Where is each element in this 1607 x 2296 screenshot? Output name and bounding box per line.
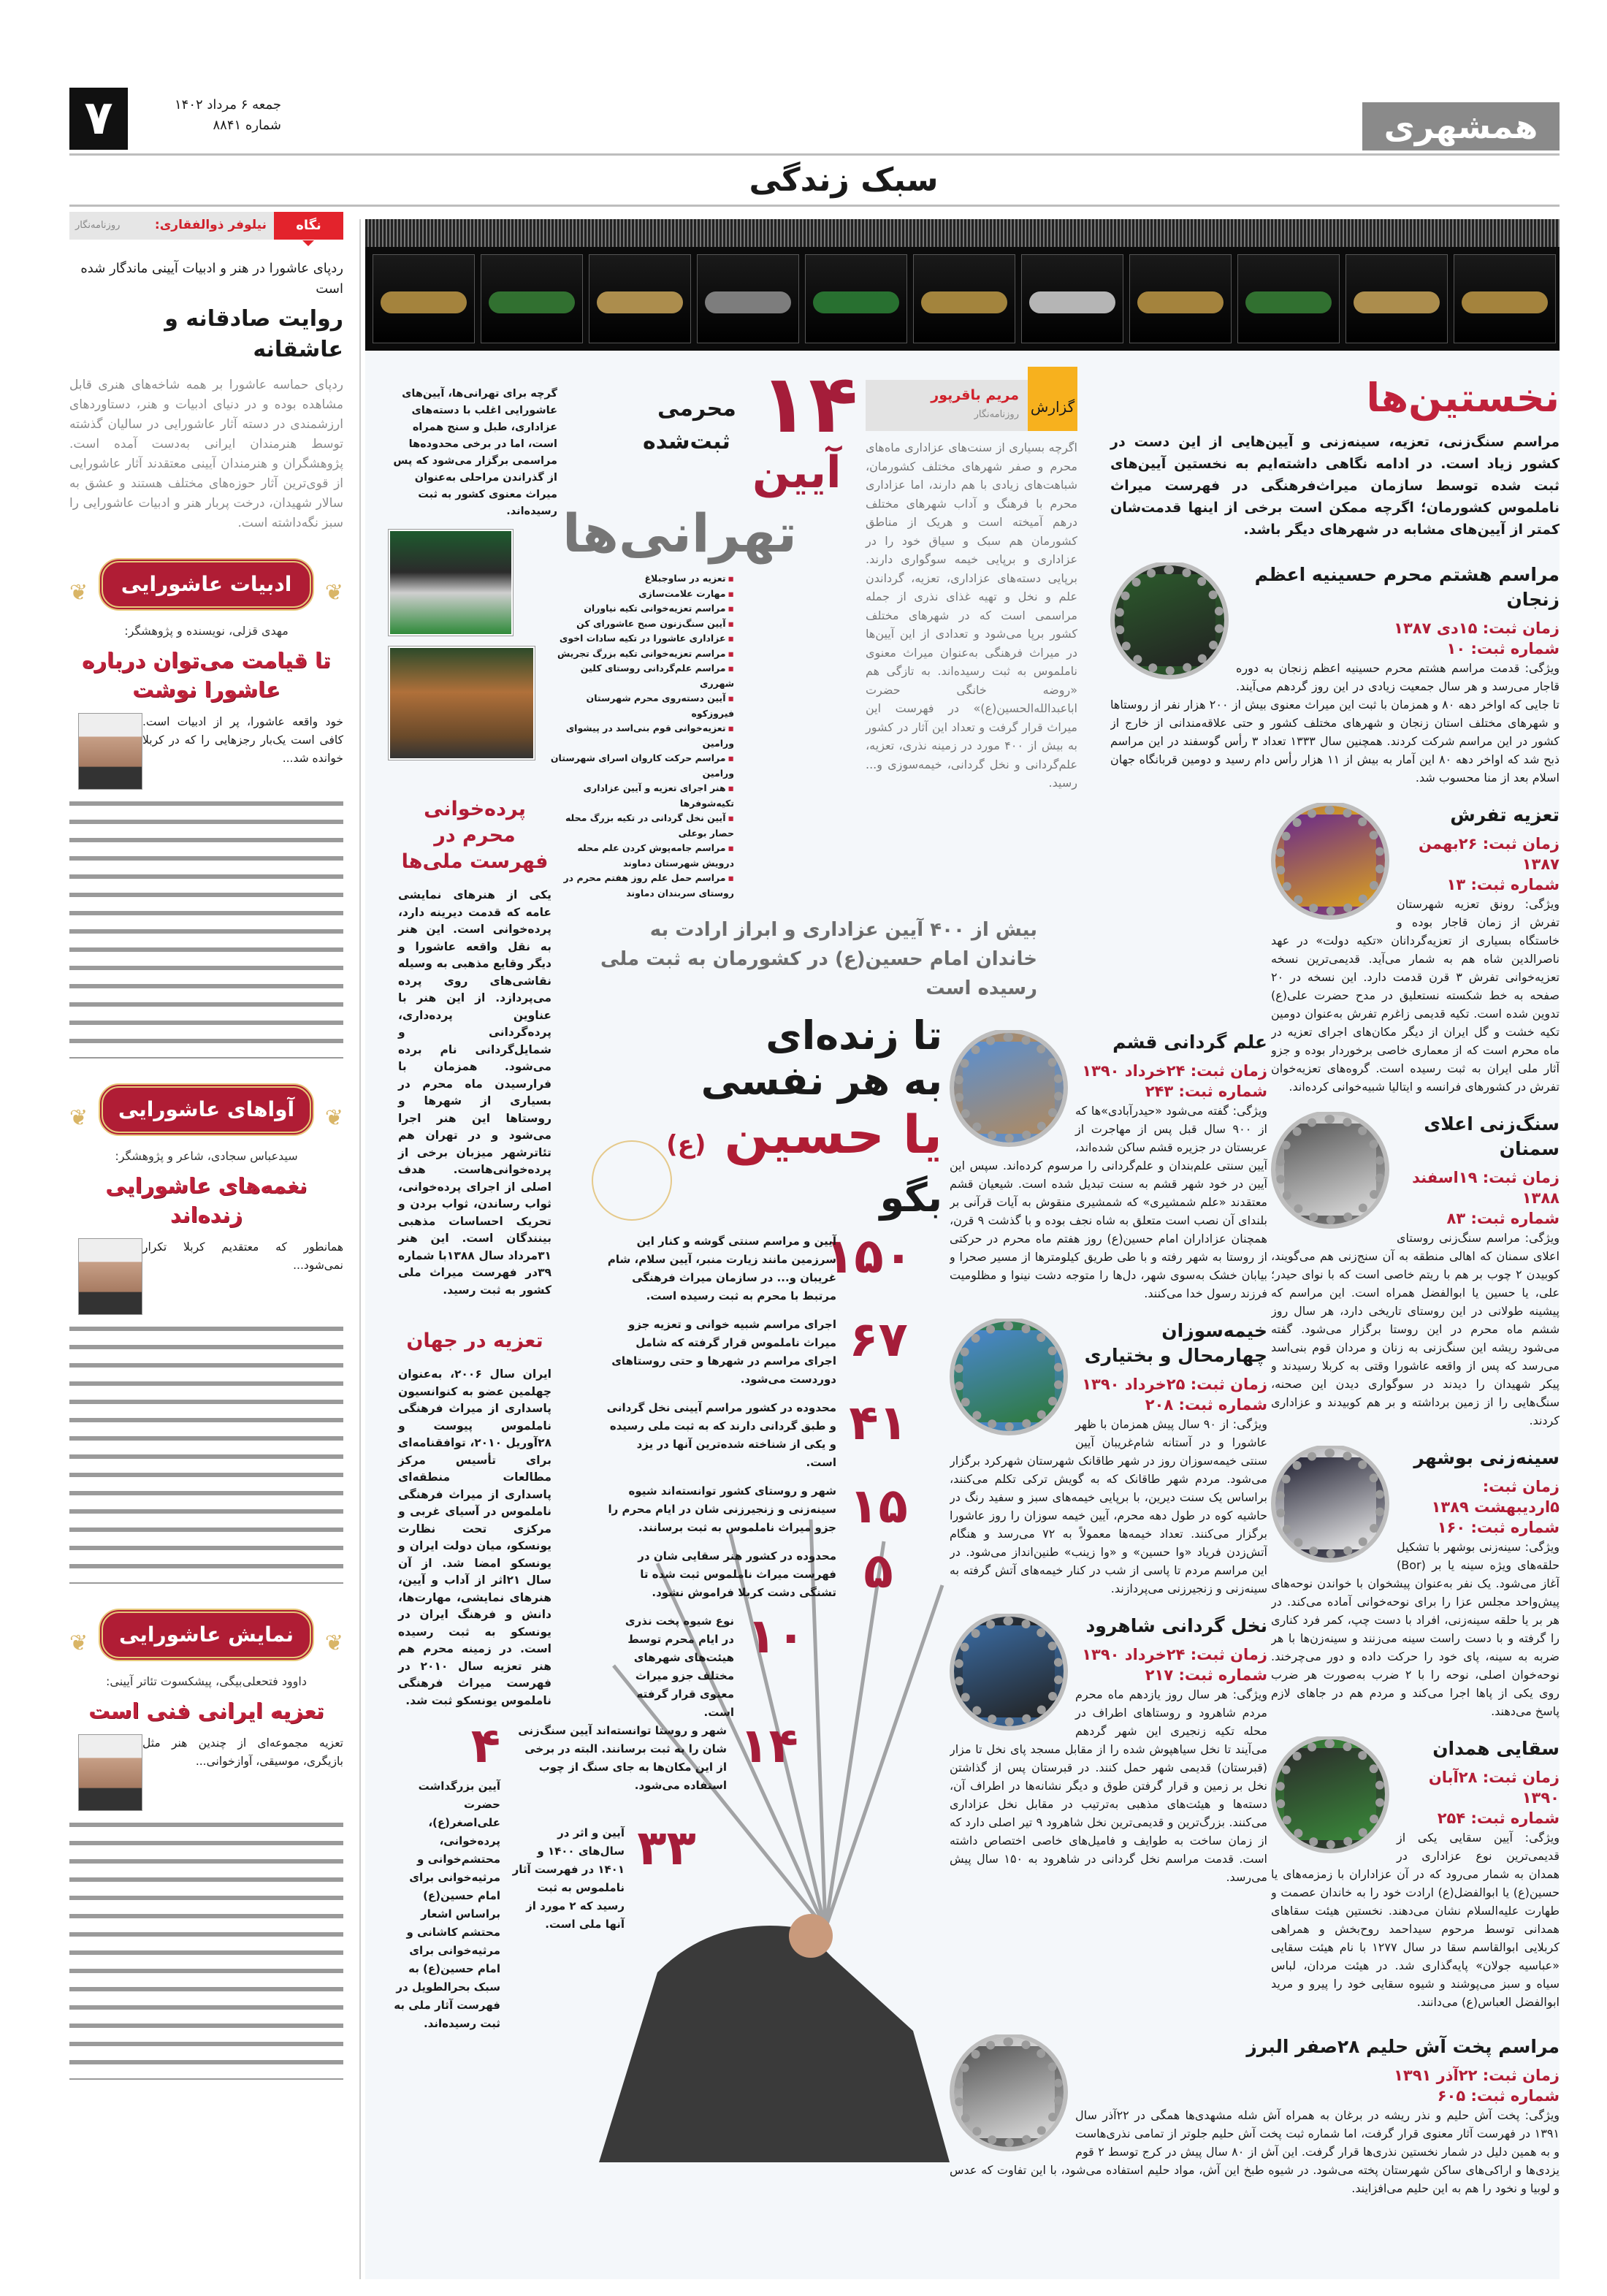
headline-line2: به هر نفسی bbox=[701, 1058, 942, 1104]
stat-text: محدوده در کشور هنر سقایی شان در فهرست میراث ناملموس ثبت شده تا تشنگی دشت کربلا فراموش نشود. bbox=[638, 1549, 836, 1599]
interview-headline[interactable]: تا قیامت می‌توان درباره عاشورا نوشت bbox=[82, 648, 331, 702]
tehran-ritual-item: ▪ هنر اجرای تعزیه و آیین عزاداری تکیه‌شوفرها bbox=[544, 781, 734, 811]
ritual-photo bbox=[954, 2037, 1064, 2147]
newspaper-logo[interactable]: همشهری bbox=[1362, 102, 1560, 150]
author-photo bbox=[78, 1238, 142, 1315]
tehran-ritual-item: ▪ مراسم حرکت کاروان اسرای شهرستان ورامین bbox=[544, 751, 734, 781]
tehran-ritual-item: ▪ مراسم تعزیه‌خوانی تکیه نیاوران bbox=[544, 601, 734, 617]
tehran-ritual-item: ▪ آیین سنگ‌زنون صبح عاشورای کن bbox=[544, 617, 734, 632]
article-lead: ردپای حماسه عاشورا بر همه شاخه‌های هنری قابل مشاهده بوده و در دنیای ادبیات و هنر، دستاوردهای ارزشمندی در دسته آثار عاشورایی در سالیان گذشته توسط هنرمندان ایرانی به‌دست آمده است. پژوهشگران و هنرمندان آیینی معتقدند آثار عاشورایی از قوی‌ترین آثار حوزه‌های مختلف هستند و عشق به سالار شهیدان، درخت پربار هنر و ادبیات عاشورایی را سبز نگه‌داشته است. bbox=[69, 378, 343, 530]
stat-text: محدوده در کشور مراسم آیینی نخل گردانی و طبق گردانی دارند که به ثبت ملی رسیده و یکی از شناخته شده‌ترین آنها در یزد است. bbox=[606, 1401, 836, 1469]
side-title: پرده‌خوانی محرم در فهرست ملی‌ها bbox=[401, 798, 549, 873]
text-lines bbox=[69, 1817, 343, 2080]
ritual-title[interactable]: علم گردانی قشم bbox=[1112, 1031, 1267, 1053]
calligraphy-panel bbox=[373, 254, 475, 343]
tehran-registered: ثبت‌شده bbox=[643, 429, 730, 454]
ritual-description: ویژگی: پخت آش حلیم و نذر ریشه در برغان به همراه آش شله مشهدی‌ها همگی در ۲۲آذر سال ۱۳۹۱ در فهرست آثار معنوی قرار گرفت، اما شماره ثبت پخت آش حلیم جلوتر از تمامی نذری‌هاست و به همین دلیل در شمار نخستین نذری‌ها قرار گرفت. این آش از ۸۰ سال پیش در کرج توسط ۲ قوم یزدی‌ها و اراکی‌های ساکن شهرستان پخته می‌شود. در شیوه طبخ این آش، مواد حلیم استفاده می‌شود، با این تفاوت که عدس و لوبیا و نخود را هم به این حلیم می‌افزایند. bbox=[950, 2108, 1560, 2195]
registration-number: شماره ثبت: ۱۶۰ bbox=[1437, 1519, 1560, 1536]
tehran-ritual-item: ▪ آیین نخل گردانی در تکیه بزرگ محله حصار بوعلی bbox=[544, 811, 734, 841]
ritual-item bbox=[1271, 803, 1560, 1096]
interview-body: همانطور که معتقدیم کربلا تکرار نمی‌شود... bbox=[142, 1240, 343, 1272]
article-title[interactable]: روایت صادقانه و عاشقانه bbox=[164, 306, 343, 362]
headline-line4: بگو bbox=[879, 1175, 942, 1221]
column-tag: نگاه bbox=[274, 212, 343, 240]
interview-section bbox=[69, 558, 343, 1059]
side-body: یکی از هنرهای نمایشی عامه که قدمت دیرینه دارد، پرده‌خوانی است. این هنر به نقل واقعه عاشورا و دیگر وقایع مذهبی به وسیله نقاشی‌های روی پرده می‌پردازد. از این هنر با عناوین پرده‌داری، پرده‌گردانی و شمایل‌گردانی نام برده می‌شود. همزمان با فرارسیدن ماه محرم در بسیاری از شهرها و روستاها این هنر اجرا می‌شود و در تهران هم تئاترشهر میزبان برخی از پرده‌خوانی‌هاست. هدف اصلی از اجرای پرده‌خوانی، ثواب رساندن، ثواب بردن و تحریک احساسات مذهبی بینندگان است. این هنر ۳۱مرداد سال ۱۳۸۸با شماره ۳۹در فهرست میراث ملی کشور به ثبت رسید. bbox=[398, 888, 551, 1297]
interview-body: تعزیه مجموعه‌ای از چندین هنر مثل بازیگری، موسیقی، آوازخوانی... bbox=[142, 1736, 343, 1768]
feature-subtitle: بیش از ۴۰۰ آیین عزاداری و ابراز ارادت به خاندان امام حسین(ع) در کشورمان به ثبت ملی رسیده است bbox=[600, 919, 1037, 999]
ritual-description: ویژگی: رونق تعزیه شهرستان تفرش از زمان قاجار بوده و خاستگاه بسیاری از تعزیه‌گردانان «تکیه دولت» در عهد ناصرالدین شاه هم به شمار می‌آید. قدیمی‌ترین نسخه تعزیه‌خوانی تفرش ۳ قرن قدمت دارد. این نسخه در ۲۰ صفحه به خط شکسته نستعلیق در مدح حضرت علی(ع) تدوین شده است. تکیه قدیمی زاغرم تفرش به‌عنوان دومین تکیه خشت و گل ایران از دیگر مکان‌های اجرای تعزیه در ماه محرم است که از معماری خاصی برخوردار بوده و جزو آثار ملی ایران به ثبت رسیده است. گروه‌های تعزیه‌خوان تفرش در کشورهای فرانسه و ایتالیا شبیه‌خوانی کرده‌اند. bbox=[1271, 897, 1560, 1094]
registration-number: شماره ثبت: ۲۵۴ bbox=[1437, 1809, 1560, 1827]
interview-body-wrap bbox=[69, 1734, 343, 2080]
interview-byline: مهدی قزلی، نویسنده و پژوهشگر: bbox=[124, 624, 289, 638]
report-header bbox=[866, 380, 1077, 431]
stat-number: ۱۴ bbox=[739, 1717, 798, 1774]
registration-date: زمان ثبت: ۲۴خرداد ۱۳۹۰ bbox=[1082, 1062, 1267, 1080]
stat-number: ۵ bbox=[863, 1543, 893, 1599]
stat-number: ۱۰ bbox=[747, 1608, 806, 1664]
interview-byline: سیدعباس سجادی، شاعر و پژوهشگر: bbox=[115, 1149, 298, 1163]
registration-date: زمان ثبت: ۲۴خرداد ۱۳۹۰ bbox=[1082, 1646, 1267, 1663]
registration-number: شماره ثبت: ۲۰۸ bbox=[1145, 1396, 1267, 1414]
author-photo bbox=[78, 713, 142, 790]
registration-date: زمان ثبت: ۱۵دی ۱۳۸۷ bbox=[1394, 619, 1560, 637]
tehran-ritual-item: ▪ تعزیه‌خوانی قوم بنی‌اسد در پیشوای ورامین bbox=[544, 721, 734, 751]
ritual-photo bbox=[954, 1033, 1064, 1143]
section-badge: ❦ آواهای عاشورایی ❦ bbox=[99, 1083, 314, 1136]
ritual-description: ویژگی: از ۹۰ سال پیش همزمان با ظهر عاشورا و در آستانه شام‌غریبان آیین سنتی خیمه‌سوزان روز در شهر طاقانک شهرستان شهرکرد برگزار می‌شود. مردم شهر طاقانک که به گویش ترکی تکلم می‌کنند، براساس یک سنت دیرین، با برپایی خیمه‌های سبز و سفید رنگ در حاشیه کوه در طول دهه محرم، آیین خیمه سوزان را روز عاشورا برگزار می‌کنند. تعداد خیمه‌ها معمولاً به ۷۲ می‌رسد و هنگام آتش‌زدن فریاد «وا حسین» و «وا زینب» طنین‌انداز می‌شود. در این مراسم مردم تا پاسی از شب در کنار خیمه‌های آتش گرفته به سینه‌زنی و زنجیرزنی می‌پردازند. bbox=[950, 1417, 1267, 1595]
report-tag: گزارش bbox=[1028, 367, 1077, 431]
interview-section bbox=[69, 1083, 343, 1584]
stat-text: شهر و روستای کشور توانسته‌اند شیوه سینه‌زنی و زنجیرزنی شان در ایام محرم را جزو میراث ناملموس به ثبت برسانند. bbox=[608, 1484, 836, 1534]
ritual-item bbox=[1271, 1446, 1560, 1720]
ritual-item bbox=[1271, 1736, 1560, 2011]
issue-number: شماره ۸۸۴۱ bbox=[213, 118, 281, 133]
interview-body-wrap bbox=[69, 1238, 343, 1584]
section-badge: ❦ نمایش عاشورایی ❦ bbox=[99, 1609, 314, 1661]
article-kicker: ردپای عاشورا در هنر و ادبیات آیینی ماندگار شده است bbox=[80, 261, 343, 297]
calligraphy-panel bbox=[1345, 254, 1448, 343]
calligraphy-panel bbox=[913, 254, 1015, 343]
registration-number: شماره ثبت: ۲۴۳ bbox=[1145, 1083, 1267, 1100]
stat-text: اجرای مراسم شبیه خوانی و تعزیه جزو میراث ناملموس قرار گرفته که شامل اجرای مراسم در شهرها و حتی روستاهای دوردست می‌شود. bbox=[611, 1318, 836, 1386]
ritual-description: ویژگی: سینه‌زنی بوشهر با تشکیل حلقه‌های ویژه سینه یا بر (Bor) آغاز می‌شود. یک نفر به‌عنوان پیشخوان با خواندن نوحه‌های پیش‌واحد مجلس عزا را برای نوحه‌خوانی آماده می‌کند. در هر بر یا حلقه سینه‌زنی، افراد با دست چپ، کمر فرد کناری را گرفته و با دست راست سینه می‌زنند و سینه‌زن‌ها با هر ضربه به سینه، پای خود را حرکت داده و دور می‌چرخند. نوحه‌خوان اصلی، نوحه را با ۲ ضرب به‌صورت هر ضرب روی یکی از پاها اجرا می‌کند و مردم هم در جاهای لازم پاسخ می‌دهند. bbox=[1271, 1540, 1560, 1718]
stat-number: ۴۱ bbox=[849, 1395, 908, 1451]
stat-block bbox=[511, 1820, 701, 1934]
registration-date: زمان ثبت: ۵اردیبهشت ۱۳۸۹ bbox=[1431, 1478, 1560, 1516]
interview-headline[interactable]: نغمه‌های عاشورایی زنده‌اند bbox=[105, 1173, 308, 1227]
stat-block bbox=[606, 1543, 913, 1602]
column-author: نیلوفر ذوالفقاری: bbox=[154, 218, 267, 232]
ritual-item bbox=[950, 1319, 1267, 1598]
registration-number: شماره ثبت: ۶۰۵ bbox=[1437, 2087, 1560, 2105]
page-number: ۷ bbox=[69, 88, 128, 150]
calligraphy-banner bbox=[365, 219, 1560, 351]
ritual-title[interactable]: سقایی همدان bbox=[1432, 1738, 1560, 1759]
header-rule-bottom bbox=[69, 205, 1560, 207]
feature-headline bbox=[584, 1013, 942, 1221]
section-badge: ❦ ادبیات عاشورایی ❦ bbox=[99, 558, 314, 611]
stat-text: آیین و اثر در سال‌های ۱۴۰۰ و ۱۴۰۱ در فهرست آثار ناملموس به ثبت رسید که ۲ مورد از آنها ملی است. bbox=[512, 1826, 625, 1931]
stat-block bbox=[391, 1717, 500, 2033]
tehran-rituals-list bbox=[544, 571, 734, 901]
column-divider bbox=[359, 219, 361, 2279]
headline-line3: یا حسین bbox=[724, 1104, 942, 1165]
stat-block bbox=[606, 1478, 913, 1537]
section-title: سبک زندگی bbox=[745, 158, 942, 203]
ritual-title[interactable]: سینه‌زنی بوشهر bbox=[1413, 1447, 1560, 1468]
registration-number: شماره ثبت: ۱۰ bbox=[1446, 640, 1560, 657]
ritual-photo bbox=[1275, 806, 1385, 915]
calligraphy-panel bbox=[1237, 254, 1340, 343]
ritual-description: ویژگی: قدمت مراسم هشتم محرم حسینیه اعظم زنجان به دوره قاجار می‌رسد و هر سال جمعیت زیادی در این روز گردهم می‌آیند. تا جایی که اواخر دهه ۸۰ و همزمان با ثبت این میراث معنوی بیش از ۲۰۰ هزار نفر از روستاها و شهرهای مختلف استان زنجان و شهرهای مختلف کشور و حتی علاقه‌مندانی از خارج از کشور در این مراسم شرکت کردند. همچنین سال ۱۳۳۳ تعداد ۳ رأس گوسفند در این مراسم ذبح شد که اواخر دهه ۸۰ این آمار به بیش از ۱۱ هزار رأس دام رسید و دومین قربانگاه جهان اسلام بعد از منا محسوب شد. bbox=[1110, 661, 1560, 785]
stat-number: ۴ bbox=[470, 1717, 500, 1774]
ritual-item bbox=[1271, 1112, 1560, 1430]
headline-line1: تا زنده‌ای bbox=[766, 1012, 942, 1059]
stat-block bbox=[621, 1608, 811, 1722]
calligraphy-panel bbox=[1129, 254, 1232, 343]
ritual-photo bbox=[1275, 1449, 1385, 1558]
firsts-intro: مراسم سنگ‌زنی، تعزیه، سینه‌زنی و آیین‌هایی از این دست در کشور زیاد است. در ادامه نگاهی داشته‌ایم به نخستین آیین‌های ثبت شده توسط سازمان میراث‌فرهنگی در فهرست میراث ناملموس کشورمان؛ اگرچه ممکن است برخی از اینها قدمت‌شان کمتر از آیین‌های مشابه در شهرهای دیگر باشد. bbox=[1110, 434, 1560, 538]
calligraphy-panel bbox=[481, 254, 583, 343]
calligraphy-panel bbox=[805, 254, 907, 343]
tehran-count: ۱۴ bbox=[760, 357, 858, 451]
registration-date: زمان ثبت: ۲۲آذر ۱۳۹۱ bbox=[1394, 2067, 1560, 2084]
interview-byline: داوود فتحعلی‌بیگی، پیشکسوت تئاتر آیینی: bbox=[106, 1674, 307, 1688]
stat-number: ۶۷ bbox=[849, 1311, 908, 1368]
ritual-title[interactable]: تعزیه تفرش bbox=[1450, 804, 1560, 825]
calligraphy-panel bbox=[1454, 254, 1556, 343]
headline-honorific: (ع) bbox=[666, 1130, 706, 1159]
text-lines bbox=[69, 1321, 343, 1584]
author-photo bbox=[78, 1734, 142, 1811]
registration-date: زمان ثبت: ۲۵خرداد ۱۳۹۰ bbox=[1082, 1376, 1267, 1393]
registration-date: زمان ثبت: ۲۸آبان ۱۳۹۰ bbox=[1428, 1769, 1560, 1807]
ritual-title[interactable]: خیمه‌سوزان چهارمحال و بختیاری bbox=[1084, 1320, 1267, 1366]
report-author-role: روزنامه‌نگار bbox=[974, 409, 1019, 420]
report-body: اگرچه بسیاری از سنت‌های عزاداری ماه‌های محرم و صفر شهرهای مختلف کشورمان، شباهت‌های زیادی با هم دارند، اما عزاداری محرم با فرهنگ و آداب شهرهای مختلف درهم آمیخته است و هریک از مناطق کشورمان هم سبک و سیاق خود را در عزاداری و برپایی خیمه سوگواری دارند. برپایی دسته‌های عزاداری، تعزیه، گرداندن علم و نخل و تهیه غذای نذری از جمله مراسمی است که در شهرهای مختلف کشور برپا می‌شود و تعدادی از این آیین‌ها در میراث فرهنگی به‌عنوان میراث معنوی ناملموس به ثبت رسیده‌اند. به تازگی هم «روضه خانگی حضرت اباعبدالله‌الحسین(ع)» در فهرست این میراث قرار گرفت و تعداد این آثار در کشور به بیش از ۴۰۰ مورد در زمینه نذری، تعزیه، علم‌گردانی و نخل گردانی، خیمه‌سوزی و... رسید. bbox=[866, 440, 1077, 790]
ritual-title[interactable]: نخل گردانی شاهرود bbox=[1085, 1615, 1267, 1636]
tehran-ritual-item: ▪ تعزیه در ساوجبلاغ bbox=[544, 571, 734, 587]
ritual-item bbox=[1110, 562, 1560, 787]
ritual-photo bbox=[1275, 1739, 1385, 1849]
ritual-description: ویژگی: گفته می‌شود «حیدرآبادی»ها که از ۹۰۰ سال قبل پس از مهاجرت از عربستان در جزیره قشم ساکن شده‌اند، آیین سنتی علم‌بندان و علم‌گردانی را مرسوم کرده‌اند. سپس این آیین در خود شهر قشم به سنت تبدیل شده است. شیعیان قشم معتقدند «علم شمشیری» که شمشیری منقوش به آیات قرآنی بر بلندای آن نصب است متعلق به شاه نجف بوده و با گذشت ۹ قرن، همچنان عزاداران امام حسین(ع) روز هفتم ماه محرم در حرکتی از روستا به شهر رفته و با طی طریق کیلومترها از مسیر صحرا و بیابان خشک به‌سوی شهر، دل‌ها را متوجه دشت نینوا و مظلومیت فرزند رسول خدا می‌کنند. bbox=[950, 1104, 1267, 1300]
tehran-ritual-item: ▪ عزاداری عاشورا در تکیه سادات اخوی bbox=[544, 631, 734, 647]
registered-rituals-middle bbox=[950, 1030, 1267, 1902]
firsts-title: نخستین‌ها bbox=[1366, 375, 1560, 421]
stat-text: شهر و روستا توانسته‌اند آیین سنگ‌زنی شان را به ثبت برسانند. البته در برخی از این مکان‌ها به جای سنگ از چوب استفاده می‌شود. bbox=[518, 1724, 727, 1792]
tehran-intro: گرچه برای تهرانی‌ها، آیین‌های عاشورایی اغلب با دسته‌های عزاداری، طبل و سنج همراه است، اما در برخی محدوده‌ها مراسمی برگزار می‌شود که پس از گذراندن مراحلی به‌عنوان میراث معنوی کشور به ثبت رسیده‌اند. bbox=[393, 388, 557, 517]
jacket bbox=[599, 1926, 950, 2162]
column-header bbox=[69, 212, 343, 240]
registration-number: شماره ثبت: ۸۳ bbox=[1446, 1210, 1560, 1227]
interview-headline[interactable]: تعزیه ایرانی فنی است bbox=[88, 1698, 324, 1723]
registration-date: زمان ثبت: ۱۹اسفند ۱۳۸۸ bbox=[1412, 1169, 1560, 1207]
stat-number: ۳۳ bbox=[637, 1820, 696, 1876]
report-author: مریم باقرپور bbox=[931, 387, 1019, 403]
header-rule-top bbox=[69, 153, 1560, 156]
registration-number: شماره ثبت: ۱۳ bbox=[1446, 876, 1560, 893]
column-author-role: روزنامه‌نگار bbox=[75, 220, 121, 231]
issue-date: جمعه ۶ مرداد ۱۴۰۲ bbox=[175, 97, 281, 112]
tehran-title: تهرانی‌ها bbox=[562, 503, 797, 564]
ritual-item bbox=[950, 1614, 1267, 1886]
tehran-photo-tekyeh bbox=[389, 647, 535, 760]
banner-pattern bbox=[365, 219, 1560, 247]
stats bbox=[606, 1228, 913, 1602]
stat-block bbox=[511, 1717, 804, 1795]
tehran-aeen: آیین bbox=[752, 447, 841, 498]
calligraphy-panel bbox=[1021, 254, 1123, 343]
stat-number: ۱۵۰ bbox=[825, 1228, 913, 1284]
tehran-ritual-item: ▪ مراسم حمل علم روز هفتم محرم در روستای سربندان دماوند bbox=[544, 871, 734, 901]
tehran-ritual-item: ▪ مراسم تعزیه‌خوانی تکیه بزرگ تجریش bbox=[544, 647, 734, 662]
calligraphy-panel bbox=[697, 254, 799, 343]
ritual-title[interactable]: مراسم هشتم محرم حسینیه اعظم زنجان bbox=[1254, 564, 1560, 610]
stat-block bbox=[606, 1228, 913, 1305]
stat-text: نوع شیوه پخت نذری در ایام محرم توسط هیئت‌های شهرهای مختلف جزو میراث معنوی قرار گرفته است. bbox=[625, 1614, 734, 1719]
stat-text: آیین بزرگداشت حضرت علی‌اصغر(ع)، پرده‌خوانی، محتشم‌خوانی و مرثیه‌خوانی برای امام حسین(ع) براساس اشعار محتشم کاشانی و مرثیه‌خوانی برای امام حسین(ع) به سبک بحرالطویل در فهرست آثار ملی به ثبت رسیده‌اند. bbox=[394, 1780, 500, 2030]
calligraphy-seal bbox=[592, 1140, 672, 1221]
registered-rituals-bottom bbox=[950, 2034, 1560, 2213]
ritual-item bbox=[950, 2034, 1560, 2197]
interview-body: خود واقعه عاشورا، پر از ادبیات است. کافی است یک‌بار رجزهایی را که در کربلا خوانده شد... bbox=[142, 715, 343, 765]
ritual-photo bbox=[1275, 1115, 1385, 1224]
ritual-photo bbox=[954, 1321, 1064, 1431]
stat-number: ۱۵ bbox=[849, 1478, 908, 1534]
tehran-ritual-item: ▪ مهارت علامت‌سازی bbox=[544, 587, 734, 602]
stat-block bbox=[606, 1311, 913, 1389]
calligraphy-panel bbox=[589, 254, 691, 343]
ritual-photo bbox=[1115, 565, 1224, 675]
interview-body-wrap bbox=[69, 713, 343, 1059]
ritual-photo bbox=[954, 1617, 1064, 1726]
side-body: ایران سال ۲۰۰۶، به‌عنوان چهلمین عضو به کنوانسیون پاسداری از میراث فرهنگی ناملموس پیوست و ۲۸آوریل ۲۰۱۰، توافقنامه‌ای برای تأسیس مرکز مطالعات منطقه‌ای پاسداری از میراث فرهنگی ناملموس در آسیای غربی و مرکزی تحت نظارت یونسکو، میان دولت ایران و یونسکو امضا شد. از آن سال ۲۱اثر از آداب و آیین، هنرهای نمایشی، مهارت‌ها، دانش و فرهنگ ایران در یونسکو به ثبت رسیده است. در زمینه محرم هم هنر تعزیه سال ۲۰۱۰ در فهرست میراث فرهنگی ناملموس یونسکو ثبت شد. bbox=[398, 1368, 552, 1707]
side-title: تعزیه در جهان bbox=[406, 1330, 543, 1352]
tehran-ritual-item: ▪ مراسم علم‌گردانی روستای کلین شهرری bbox=[544, 661, 734, 691]
tehran-ritual-item: ▪ مراسم جامه‌پوش کردن علم محله درویش شهرستان دماوند bbox=[544, 841, 734, 871]
stat-text: آیین و مراسم سنتی گوشه و کنار این سرزمین مانند زیارت منبر، آیین سلام، شام غریبان و... در سازمان میراث فرهنگی مرتبط با محرم به ثبت رسیده است. bbox=[607, 1235, 836, 1303]
left-column bbox=[69, 212, 343, 2080]
tehran-photo-tazieh bbox=[389, 530, 513, 636]
issue-info bbox=[135, 95, 281, 136]
side-column bbox=[398, 796, 551, 1739]
ritual-item bbox=[950, 1030, 1267, 1303]
ritual-description: ویژگی: هر سال روز یازدهم ماه محرم مردم شاهرود و روستاهای اطراف در محله تکیه زنجیری این شهر گردهم می‌آیند تا نخل سیاهپوش شده را از مقابل مسجد پای نخل تا مزار (قبرستان) قدیمی شهر حمل کنند. در قبرستان پس از گذاشتن نخل بر زمین و قرار گرفتن طوق و دیگر نشانه‌ها در اطراف آن، دسته‌ها و هیئت‌های مذهبی به‌ترتیب در مقابل نخل عزاداری می‌کنند. بزرگ‌ترین و قدیمی‌ترین نخل شاهرود ۹ تیر اصلی دارد که از زمان ساخت به طوایف و فامیل‌های خاصی اختصاص داشته است. قدمت مراسم نخل گردانی در شاهرود به ۱۵۰ سال پیش می‌رسد. bbox=[950, 1687, 1267, 1884]
interview-section bbox=[69, 1609, 343, 2080]
registration-number: شماره ثبت: ۲۱۷ bbox=[1145, 1666, 1267, 1684]
ritual-title[interactable]: سنگ‌زنی اعلای سمنان bbox=[1424, 1113, 1560, 1159]
stat-block bbox=[606, 1395, 913, 1472]
ritual-description: ویژگی: آیین سقایی یکی از قدیمی‌ترین نوع عزاداری در همدان به شمار می‌رود که در آن عزاداران با زمزمه‌های یا حسین(ع) یا ابوالفضل(ع) ارادت خود را به خاندان عصمت و طهارت علیه‌السلام نشان می‌دهند. نخستین هیئت سقاهای همدانی توسط مرحوم سیداحمد روح‌بخش و همراهی کربلایی ابوالقاسم سقا در سال ۱۲۷۷ با نام هیئت سقایی «عباسیه جولان» پایه‌گذاری شد. در هیئت مردان، لباس سیاه و سبز می‌پوشند و شیوه سقایی خود را پیرو و مرید ابوالفضل العباس(ع) می‌دانند. bbox=[1271, 1831, 1560, 2009]
tehran-ritual-item: ▪ آیین دسته‌روی محرم شهرستان فیروزکوه bbox=[544, 691, 734, 721]
ritual-title[interactable]: مراسم پخت آش حلیم ۲۸صفر البرز bbox=[1246, 2036, 1560, 2057]
registration-date: زمان ثبت: ۲۶بهمن ۱۳۸۷ bbox=[1419, 835, 1560, 873]
text-lines bbox=[69, 796, 343, 1059]
tehran-muharrami: محرمی bbox=[657, 396, 736, 422]
ritual-description: ویژگی: مراسم سنگ‌زنی روستای اعلای سمنان که اهالی منطقه به آن سنج‌زنی هم می‌گویند، کوبیدن ۲ چوب بر هم با ریتم خاصی است که با نوای حیدر؛ علی، یا حسین یا ابوالفضل همراه است. این مراسم که پیشینه طولانی در این روستای تاریخی دارد، هر سال روز ششم ماه محرم در این روستا برگزار می‌شود. گفته می‌شود ریشه این سنگ‌زنی به زنان و مردان قوم بنی‌اسد می‌رسد که پس از واقعه عاشورا وقتی به کربلا رسیدند و پیکر شهیدان را دیدند در سوگواری دیدن این صحنه، سنگ‌هایی را از زمین برداشته و بر هم کوبیدند و عزاداری کردند. bbox=[1271, 1231, 1560, 1427]
